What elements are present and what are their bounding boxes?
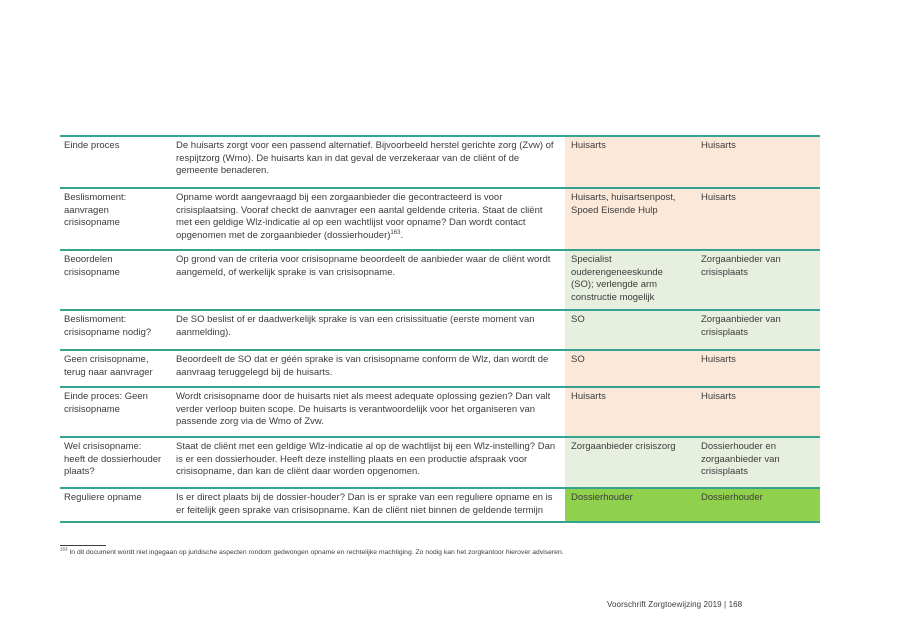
table-row [60, 436, 820, 487]
table-row [60, 386, 820, 436]
where-cell: Dossierhouder [695, 489, 820, 521]
footer-page-number: 168 [728, 600, 743, 609]
who-cell: SO [565, 351, 695, 386]
table-row [60, 135, 820, 187]
step-cell: Reguliere opname [64, 491, 142, 503]
step-cell: Einde proces [64, 140, 120, 151]
where-cell: Zorgaanbieder van crisisplaats [695, 251, 820, 309]
step-cell: Geen crisisopname, terug naar aanvrager [64, 353, 153, 378]
where-cell: Huisarts [695, 351, 820, 386]
who-cell: Huisarts [565, 137, 695, 187]
who-cell: SO [565, 311, 695, 349]
who-cell: Huisarts [565, 388, 695, 436]
description-cell: Is er direct plaats bij de dossier-houder? Dan is er sprake van een reguliere opname en is er feitelijk geen sprake van crisisopname. Kan de cliënt niet binnen de geldende termijn [176, 491, 553, 516]
description-cell: Wordt crisisopname door de huisarts niet als meest adequate oplossing gezien? Dan valt verder verloop buiten scope. De huisarts is verantwoordelijk voor het organiseren van passende zorg via de Wmo of Zvw. [176, 390, 551, 428]
table-row [60, 487, 820, 521]
where-cell: Huisarts [695, 388, 820, 436]
table-row [60, 309, 820, 349]
step-cell: Beslismoment: aanvragen crisisopname [64, 192, 127, 229]
who-cell: Zorgaanbieder crisiszorg [565, 438, 695, 487]
description-cell: Op grond van de criteria voor crisisopname beoordeelt de aanbieder waar de cliënt wordt aangemeld, of werkelijk sprake is van crisisopname. [176, 254, 551, 278]
footer-doc-title: Voorschrift Zorgtoewijzing 2019 [607, 600, 722, 609]
footnote-text: In dit document wordt niet ingegaan op juridische aspecten rondom gedwongen opname en rechtelijke machtiging. Zo nodig kan het zorgkantoor hierover adviseren. [69, 549, 564, 556]
page-footer [607, 600, 847, 609]
description-cell: De SO beslist of er daadwerkelijk sprake is van een crisissituatie (eerste moment van aanmelding). [176, 313, 535, 338]
footnote-ref: 163 [390, 230, 401, 236]
who-cell: Dossierhouder [565, 489, 695, 521]
where-cell: Huisarts [695, 137, 820, 187]
step-cell: Beslismoment: crisisopname nodig? [64, 313, 152, 338]
process-table [60, 135, 820, 523]
step-cell: Einde proces: Geen crisisopname [64, 390, 148, 415]
footnote [60, 546, 820, 558]
footnote-marker: 163 [60, 546, 68, 552]
where-cell: Dossierhouder en zorgaanbieder van crisisplaats [695, 438, 820, 487]
description-cell: De huisarts zorgt voor een passend alternatief. Bijvoorbeeld herstel gerichte zorg (Zvw) of respijtzorg (Wmo). De huisarts kan in dat geval de verzekeraar van de cliënt of de gemeente benaderen. [176, 140, 554, 177]
description-cell: Beoordeelt de SO dat er géén sprake is van crisisopname conform de Wlz, dan wordt de aanvraag teruggelegd bij de huisarts. [176, 353, 549, 378]
who-cell: Huisarts, huisartsenpost, Spoed Eisende Hulp [565, 189, 695, 249]
where-cell: Zorgaanbieder van crisisplaats [695, 311, 820, 349]
who-cell: Specialist ouderengeneeskunde (SO); verlengde arm constructie mogelijk [565, 251, 695, 309]
description-cell: Staat de cliënt met een geldige Wlz-indicatie al op de wachtlijst bij een Wlz-instelling? Dan is er een dossierhouder. Heeft deze instelling plaats en een productie afspraak voor crisisopname, dan kan de cliënt daar worden opgenomen. [176, 440, 556, 478]
description-cell: Opname wordt aangevraagd bij een zorgaanbieder die gecontracteerd is voor crisisplaatsing. Vooraf checkt de aanvrager een aantal geldende criteria. Staat de cliënt met een geldige Wlz-indicatie al op een wachtlijst voor opname? Dan wordt contact opgenomen met de zorgaanbieder (dossierhouder)$^{163}$. [176, 192, 543, 242]
footer-separator: | [724, 600, 727, 609]
step-cell: Wel crisisopname: heeft de dossierhouder plaats? [64, 440, 162, 478]
where-cell: Huisarts [695, 189, 820, 249]
table-row [60, 349, 820, 386]
table-row [60, 187, 820, 249]
table-row [60, 249, 820, 309]
step-cell: Beoordelen crisisopname [64, 254, 120, 278]
